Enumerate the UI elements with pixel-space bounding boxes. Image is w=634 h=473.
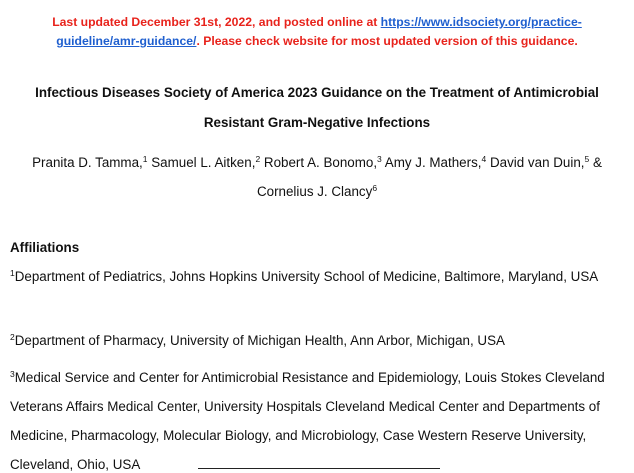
- update-notice: [20, 13, 614, 51]
- affiliation-number: 2: [10, 332, 15, 342]
- author-affiliation-marker: 6: [372, 183, 378, 193]
- affiliation-item: [10, 326, 626, 355]
- author-affiliation-marker: 4: [481, 154, 487, 164]
- affiliation-number: 3: [10, 369, 15, 379]
- title-line-1: Infectious Diseases Society of America 2023 Guidance on the Treatment of Antimicrobial: [35, 85, 599, 100]
- affiliation-item: [10, 363, 626, 473]
- affiliations-heading: Affiliations: [10, 240, 80, 255]
- notice-prefix: Last updated December 31st, 2022, and posted online at: [52, 15, 381, 29]
- affiliation-text: Department of Pediatrics, Johns Hopkins University School of Medicine, Baltimore, Maryland, USA: [14, 269, 599, 284]
- guidance-link-line1: https://www.idsociety.org/practice-: [380, 15, 582, 29]
- author-affiliation-marker: 3: [377, 154, 382, 164]
- author: David van Duin,$^5$ &: [489, 154, 602, 170]
- title-line-2: Resistant Gram-Negative Infections: [203, 115, 431, 130]
- footnote-separator: [198, 468, 440, 469]
- affiliation-text: Department of Pharmacy, University of Michigan Health, Ann Arbor, Michigan, USA: [14, 333, 505, 348]
- author-affiliation-marker: 1: [142, 154, 148, 164]
- author: Pranita D. Tamma,$^1$: [32, 154, 148, 170]
- affiliation-number: 1: [10, 268, 15, 278]
- author-affiliation-marker: 5: [584, 154, 590, 164]
- author-list: [6, 148, 628, 206]
- author: Amy J. Mathers,$^4$: [384, 154, 487, 170]
- author: Samuel L. Aitken,$^2$: [151, 154, 261, 170]
- author-affiliation-marker: 2: [255, 154, 261, 164]
- paper-title: [10, 78, 624, 138]
- affiliation-text: Medical Service and Center for Antimicrobial Resistance and Epidemiology, Louis Stokes Cleveland Veterans Affairs Medical Center, University Hospitals Cleveland Medical Center and Departments of Medicine, Pharmacology, Molecular Biology, and Microbiology, Case Western Reserve University, Cleveland, Ohio, USA: [10, 370, 605, 472]
- guidance-link-line2: guideline/amr-guidance/: [56, 34, 197, 48]
- author: Cornelius J. Clancy$^6$: [256, 183, 378, 199]
- author: Robert A. Bonomo,$^3$: [263, 154, 382, 170]
- affiliation-item: [10, 262, 626, 291]
- notice-suffix: . Please check website for most updated version of this guidance.: [196, 34, 578, 48]
